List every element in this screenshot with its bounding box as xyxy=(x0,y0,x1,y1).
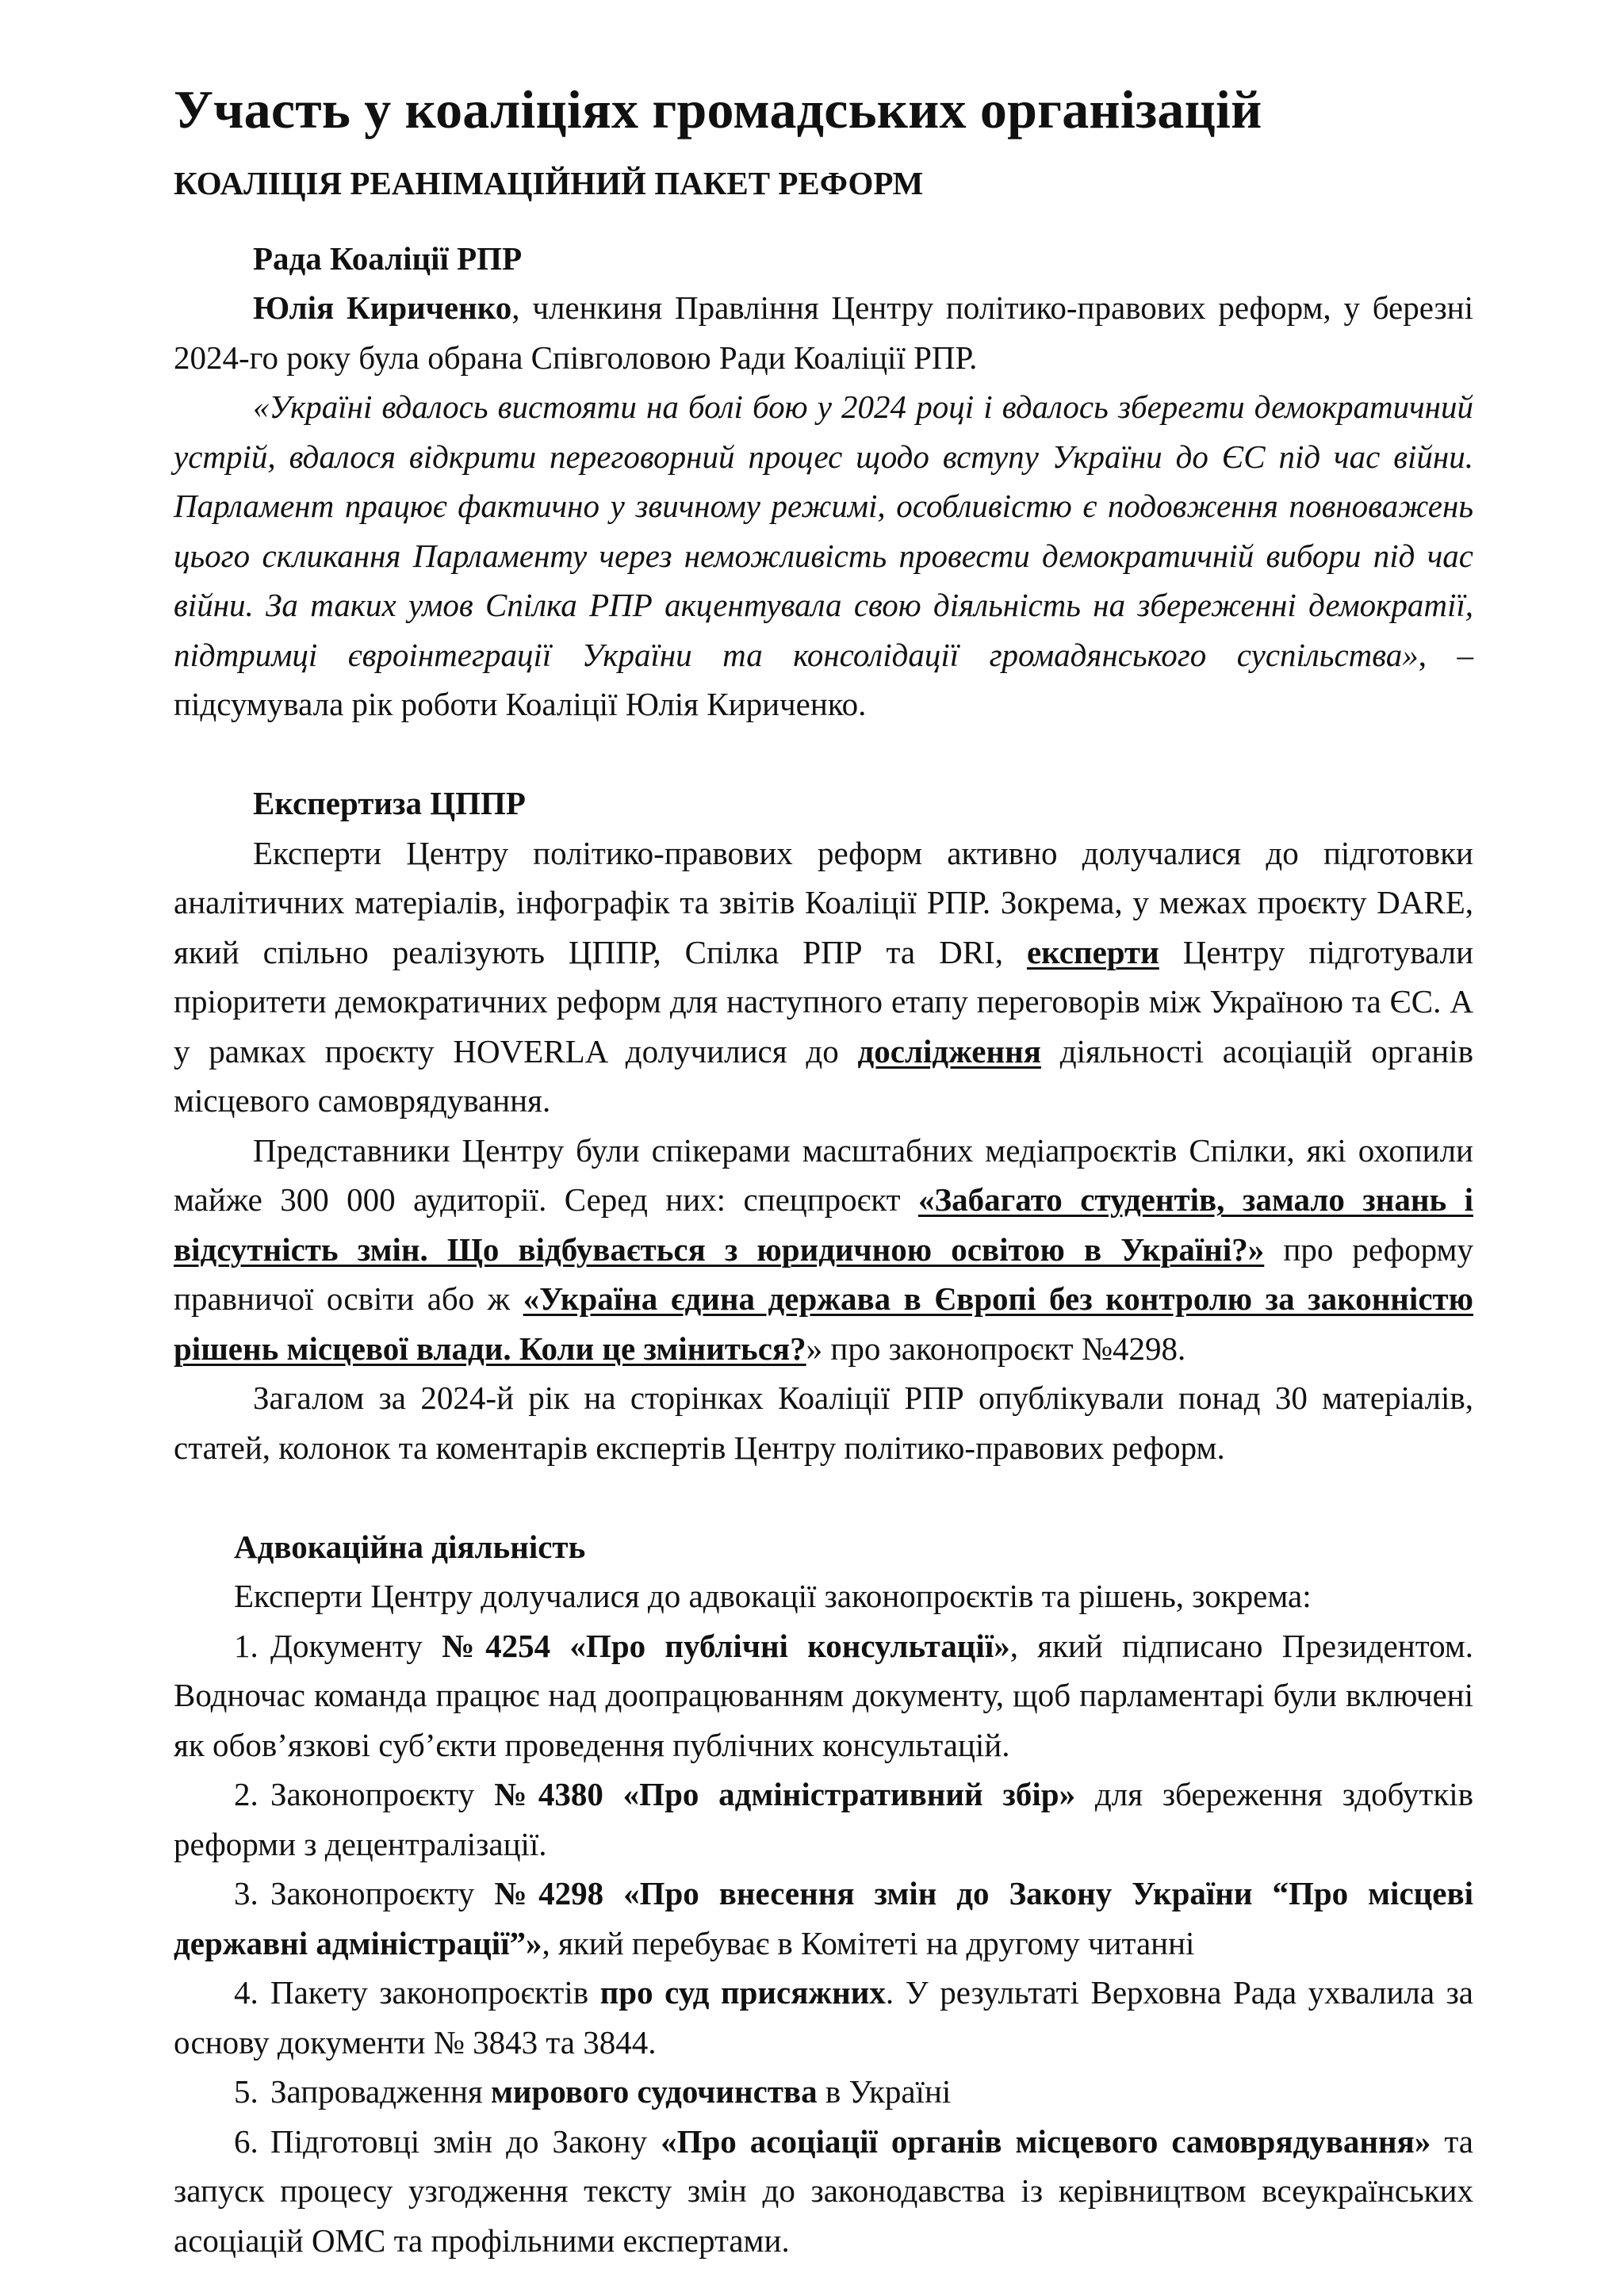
p2-text-c: » про законопроєкт №4298. xyxy=(806,1330,1186,1367)
list-item xyxy=(174,1621,1473,1770)
list-text: Документу xyxy=(270,1627,442,1664)
local-power-project-link[interactable]: «Україна єдина держава в Європі без контролю за законністю рішень місцевої влади. Коли це зміниться? xyxy=(174,1280,1473,1367)
p1-text-c: діяльності асоціацій органів місцевого самоврядування. xyxy=(174,1032,1473,1119)
advocacy-list xyxy=(174,1621,1473,2266)
list-text: та запуск процесу узгодження тексту змін до законодавства із керівництвом всеукраїнських асоціацій ОМС та профільними експертами. xyxy=(174,2122,1473,2259)
quote-tail: , – підсумувала рік роботи Коаліції Юлія Кириченко. xyxy=(174,636,1474,722)
list-bold: про суд присяжних xyxy=(599,1974,886,2011)
list-number: 2. xyxy=(234,1776,259,1812)
list-text: Підготовці змін до Закону xyxy=(270,2122,661,2160)
expertise-heading: Експертиза ЦППР xyxy=(253,785,526,821)
expertise-paragraph-1 xyxy=(174,828,1473,1126)
p1-text-a: Експерти Центру політико-правових реформ активно долучалися до підготовки аналітичних матеріалів, інфографік та звітів Коаліції РПР. Зокрема, у межах проєкту DARE, який спільно реалізують ЦППР, Спілка РПР та DRI, xyxy=(174,834,1473,970)
advocacy-heading: Адвокаційна діяльність xyxy=(234,1528,586,1565)
list-item xyxy=(174,1770,1473,1869)
list-item xyxy=(174,2117,1473,2266)
list-number: 3. xyxy=(234,1875,259,1911)
list-item xyxy=(174,2067,1473,2117)
experts-link[interactable]: експерти xyxy=(1026,933,1159,970)
list-number: 5. xyxy=(234,2073,259,2110)
list-number: 4. xyxy=(234,1974,259,2011)
person-text: , членкиня Правління Центру політико-правових реформ, у березні 2024-го року була обрана Співголовою Ради Коаліції РПР. xyxy=(174,289,1473,376)
list-item xyxy=(174,1968,1473,2067)
list-text: Законопроєкту xyxy=(270,1875,495,1911)
p2-text-a: Представники Центру були спікерами масштабних медіапроєктів Спілки, які охопили майже 300 000 аудиторії. Серед них: спецпроєкт xyxy=(174,1131,1473,1218)
research-link[interactable]: дослідження xyxy=(857,1032,1041,1070)
p1-text-b: Центру підготували пріоритети демократичних реформ для наступного етапу переговорів між Україною та ЄС. А у рамках проєкту HOVERLA долучилися до xyxy=(174,933,1474,1070)
council-paragraph xyxy=(174,283,1473,382)
list-text: . У результаті Верховна Рада ухвалила за основу документи № 3843 та 3844. xyxy=(174,1974,1473,2061)
quote-text: «Україні вдалось вистояти на болі бою у 2024 році і вдалось зберегти демократичний устрій, вдалося відкрити переговорний процес щодо вступу України до ЄС під час війни. Парламент працює фактично у звичному режимі, особливістю є подовження повноважень цього скликання Парламенту через неможливість провести демократичній вибори під час війни. За таких умов Спілка РПР акцентувала свою діяльність на збереженні демократії, підтримці євроінтеграції України та консолідації громадянського суспільства» xyxy=(174,388,1473,673)
spacer xyxy=(174,729,1473,779)
expertise-paragraph-2 xyxy=(174,1126,1473,1374)
list-item xyxy=(174,1869,1473,1968)
students-project-link[interactable]: «Забагато студентів, замало знань і відсутність змін. Що відбувається з юридичною освітою в Україні?» xyxy=(174,1181,1473,1268)
list-text: , який перебуває в Комітеті на другому читанні xyxy=(542,1924,1195,1961)
list-text: для збереження здобутків реформи з децентралізації. xyxy=(174,1776,1473,1862)
person-name: Юлія Кириченко xyxy=(253,289,512,326)
list-bold: №4298 «Про внесення змін до Закону України “Про місцеві державні адміністрації”» xyxy=(174,1875,1473,1961)
coalition-heading: КОАЛІЦІЯ РЕАНІМАЦІЙНИЙ ПАКЕТ РЕФОРМ xyxy=(174,165,924,201)
list-text: Запровадження xyxy=(270,2073,491,2110)
p2-text-b: про реформу правничої освіти або ж xyxy=(174,1230,1474,1317)
list-bold: №4380 «Про адміністративний збір» xyxy=(494,1776,1076,1812)
list-text: , який підписано Президентом. Водночас команда працює над доопрацюванням документу, щоб парламентарі були включені як обов’язкові суб’єкти проведення публічних консультацій. xyxy=(174,1627,1474,1763)
council-heading: Рада Коаліції РПР xyxy=(253,239,523,277)
list-text: Законопроєкту xyxy=(270,1776,495,1812)
list-bold: №4254 «Про публічні консультації» xyxy=(441,1627,1010,1664)
list-text: Пакету законопроєктів xyxy=(270,1974,600,2011)
council-quote xyxy=(174,382,1473,729)
list-number: 1. xyxy=(234,1627,259,1664)
page-title: Участь у коаліціях громадських організацій xyxy=(174,79,1262,140)
list-text: в Україні xyxy=(817,2073,952,2110)
spacer xyxy=(174,1472,1473,1522)
list-bold: мирового судочинства xyxy=(491,2073,818,2110)
list-number: 6. xyxy=(234,2122,259,2160)
advocacy-intro: Експерти Центру долучалися до адвокації законопроєктів та рішень, зокрема: xyxy=(234,1578,1312,1614)
expertise-paragraph-3: Загалом за 2024-й рік на сторінках Коаліції РПР опублікували понад 30 матеріалів, статей, колонок та коментарів експертів Центру політико-правових реформ. xyxy=(174,1380,1473,1466)
list-bold: «Про асоціації органів місцевого самоврядування» xyxy=(661,2122,1431,2160)
